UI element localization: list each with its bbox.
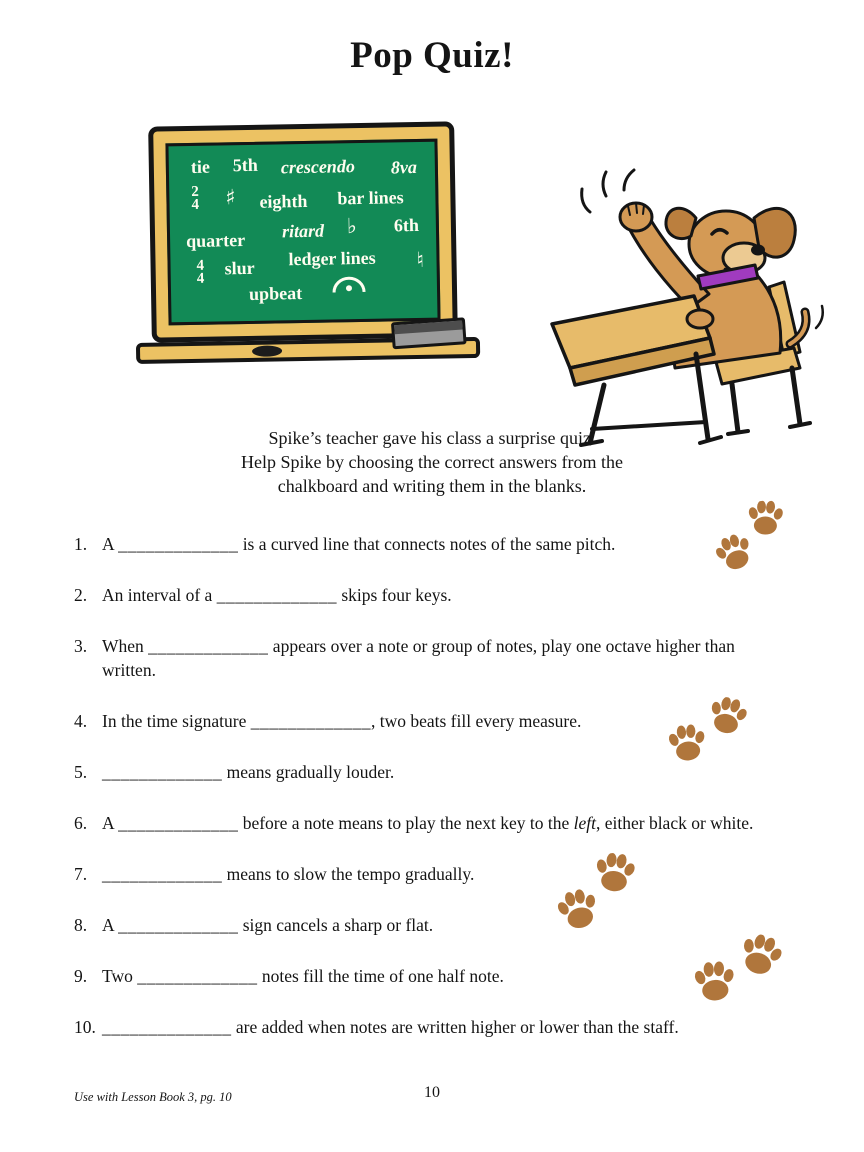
question-segment: before a note means to play the next key to the — [238, 813, 574, 833]
dog-nose — [751, 245, 765, 256]
chalk-word-slur: slur — [224, 257, 255, 279]
answer-blank[interactable]: _____________ — [250, 711, 371, 731]
question-segment: is a curved line that connects notes of the same pitch. — [238, 534, 616, 554]
answer-blank[interactable]: _____________ — [102, 864, 223, 884]
question-number: 2. — [74, 585, 88, 605]
question-segment: , either black or white. — [595, 813, 754, 833]
natural-sign-icon: ♮ — [416, 247, 425, 273]
questions-list — [74, 532, 786, 1039]
question-text — [102, 913, 786, 937]
question-segment: appears over a note or group of notes, play one octave higher than written. — [102, 636, 735, 680]
chalk-time-signature-2-4 — [191, 183, 200, 213]
chalkboard-frame — [148, 121, 458, 342]
question-text — [102, 862, 786, 886]
paw-prints — [664, 692, 762, 785]
answer-blank[interactable]: _____________ — [118, 534, 239, 554]
question-number: 6. — [74, 813, 88, 833]
eraser — [391, 317, 467, 349]
answer-blank[interactable]: _____________ — [118, 915, 239, 935]
chalk-word-tie: tie — [190, 156, 211, 177]
question-segment: A — [102, 915, 119, 935]
answer-blank[interactable]: _____________ — [102, 762, 223, 782]
question-number: 8. — [74, 915, 88, 935]
footer-note: Use with Lesson Book 3, pg. 10 — [74, 1090, 232, 1104]
question-number: 5. — [74, 762, 88, 782]
chalk-word-crescendo: crescendo — [280, 156, 356, 178]
question-italic-word: left — [573, 813, 596, 833]
chalk-word-upbeat: upbeat — [248, 283, 303, 304]
question-segment: sign cancels a sharp or flat. — [238, 915, 434, 935]
question-segment: In the time signature — [102, 711, 251, 731]
question-number: 7. — [74, 864, 88, 884]
instructions-line-1: Spike’s teacher gave his class a surprise quiz. — [268, 428, 596, 448]
instructions-line-2: Help Spike by choosing the correct answers from the — [241, 452, 623, 472]
question-text — [102, 532, 786, 556]
question-segment: are added when notes are written higher or lower than the staff. — [231, 1017, 679, 1037]
answer-blank[interactable]: _____________ — [137, 966, 258, 986]
question-8 — [74, 913, 786, 937]
chalk-word-ledger-lines: ledger lines — [288, 247, 376, 270]
question-segment: A — [102, 813, 119, 833]
paw-prints — [552, 850, 655, 948]
question-segment: , two beats fill every measure. — [370, 711, 582, 731]
question-segment: means gradually louder. — [222, 762, 395, 782]
question-segment: A — [102, 534, 119, 554]
question-number: 10. — [74, 1017, 96, 1037]
chalkboard-surface — [165, 139, 440, 326]
question-segment: Two — [102, 966, 138, 986]
question-number: 4. — [74, 711, 88, 731]
question-number: 3. — [74, 636, 88, 656]
question-segment: means to slow the tempo gradually. — [222, 864, 475, 884]
sharp-sign-icon: ♯ — [225, 185, 236, 210]
chalk-word-eighth: eighth — [259, 190, 308, 212]
question-9 — [74, 964, 786, 988]
dog-ear-left — [666, 208, 696, 238]
instructions — [0, 426, 864, 498]
question-segment: skips four keys. — [336, 585, 452, 605]
question-segment: When — [102, 636, 149, 656]
instructions-line-3: chalkboard and writing them in the blanks. — [277, 476, 587, 496]
question-text — [102, 634, 786, 682]
time-sig-top: 4 — [196, 257, 205, 274]
chalkboard — [148, 121, 458, 342]
dog-resting-paw — [687, 310, 713, 328]
question-segment: notes fill the time of one half note. — [257, 966, 504, 986]
flat-sign-icon: ♭ — [346, 214, 358, 239]
chalk-word-6th: 6th — [393, 214, 420, 236]
question-2 — [74, 583, 786, 607]
page-number: 10 — [424, 1084, 440, 1101]
time-sig-bottom: 4 — [196, 270, 205, 287]
paw-prints — [709, 496, 805, 587]
question-text — [102, 1015, 786, 1039]
dog-paw — [620, 203, 652, 231]
chalk-word-bar-lines: bar lines — [337, 187, 404, 209]
question-3 — [74, 634, 786, 682]
paw-prints — [687, 924, 799, 1032]
fermata-icon — [331, 275, 367, 296]
question-text — [102, 811, 786, 835]
answer-blank[interactable]: ______________ — [102, 1017, 232, 1037]
dog-at-desk-illustration — [548, 156, 828, 456]
question-6 — [74, 811, 786, 835]
answer-blank[interactable]: _____________ — [216, 585, 337, 605]
question-number: 1. — [74, 534, 88, 554]
answer-blank[interactable]: _____________ — [148, 636, 269, 656]
time-sig-top: 2 — [191, 183, 199, 200]
chalk-word-8va: 8va — [390, 157, 418, 178]
chalk-time-signature-4-4 — [196, 257, 205, 287]
page-title: Pop Quiz! — [350, 35, 514, 76]
question-number: 9. — [74, 966, 88, 986]
question-10 — [74, 1015, 786, 1039]
question-1 — [74, 532, 786, 556]
answer-blank[interactable]: _____________ — [118, 813, 239, 833]
chalk-word-quarter: quarter — [185, 230, 246, 252]
question-7 — [74, 862, 786, 886]
question-text — [102, 583, 786, 607]
time-sig-bottom: 4 — [191, 196, 200, 213]
question-segment: An interval of a — [102, 585, 217, 605]
chalk-word-5th: 5th — [232, 154, 259, 176]
question-text — [102, 964, 786, 988]
chalk-word-ritard: ritard — [281, 220, 325, 242]
